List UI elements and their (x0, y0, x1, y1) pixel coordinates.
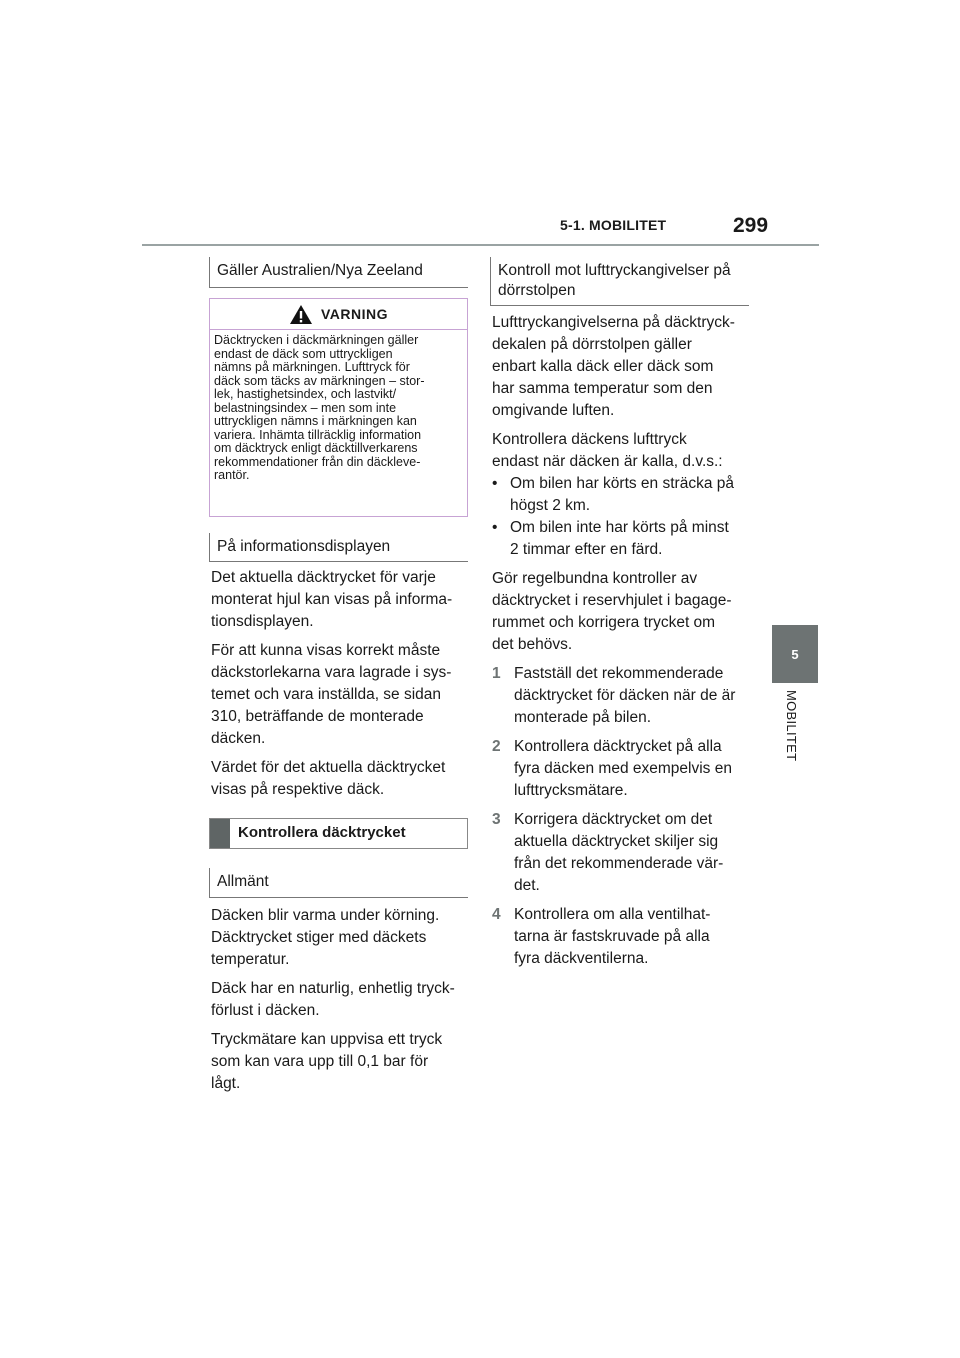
paragraph (211, 978, 473, 1022)
text-line: Däck har en naturlig, enhetlig tryck- (211, 980, 455, 997)
text-line: däckstorlekarna vara lagrade i sys- (211, 664, 452, 681)
general-heading: Allmänt (209, 868, 468, 898)
paragraph (492, 568, 754, 656)
text-line: Fastställ det rekommenderade (514, 665, 724, 682)
warning-triangle-icon (289, 304, 313, 325)
bullet-item (492, 473, 754, 517)
warning-line: endast de däck som uttryckligen (214, 346, 393, 361)
text-line: Tryckmätare kan uppvisa ett tryck (211, 1031, 443, 1048)
warning-line: uttryckligen nämns i märkningen kan (214, 414, 417, 428)
text-line: temet och vara inställda, se sidan (211, 686, 442, 703)
text-line: temperatur. (211, 951, 290, 968)
chapter-tab-label: MOBILITET (784, 690, 799, 762)
check-heading (209, 818, 468, 849)
paragraph (211, 905, 473, 971)
heading-line: dörrstolpen (498, 282, 576, 299)
text-line: 310, beträffande de monterade (211, 708, 424, 725)
door-pillar-text (492, 312, 754, 977)
applies-heading: Gäller Australien/Nya Zeeland (209, 257, 468, 288)
text-line: omgivande luften. (492, 402, 615, 419)
text-line: Kontrollera däcktrycket på alla (514, 738, 722, 755)
text-line: Om bilen har körts en sträcka på (510, 475, 734, 492)
step-item (492, 809, 754, 897)
text-line: från det rekommenderade vär- (514, 855, 724, 872)
text-line: Om bilen inte har körts på minst (510, 519, 729, 536)
text-line: Lufttryckangivelserna på däcktryck- (492, 314, 735, 331)
bullet-text (510, 473, 734, 517)
text-line: har samma temperatur som den (492, 380, 713, 397)
general-text (211, 905, 473, 1102)
warning-text (210, 330, 467, 489)
display-text (211, 567, 473, 808)
warning-line: variera. Inhämta tillräcklig information (214, 427, 422, 442)
warning-title: VARNING (320, 306, 389, 322)
text-line: tarna är fastskruvade på alla (514, 928, 710, 945)
door-pillar-heading (490, 257, 749, 306)
step-text (514, 663, 735, 729)
step-item (492, 736, 754, 802)
page-number: 299 (733, 214, 769, 237)
text-line: visas på respektive däck. (211, 781, 385, 798)
paragraph (492, 312, 754, 422)
text-line: aktuella däcktrycket skiljer sig (514, 833, 719, 850)
step-number: 3 (492, 811, 501, 828)
section-title: 5-1. MOBILITET (560, 217, 667, 233)
text-line: rummet och korrigera trycket om (492, 614, 716, 631)
text-line: däcken. (211, 730, 266, 747)
warning-line: rantör. (214, 468, 250, 482)
step-number: 1 (492, 665, 501, 682)
text-line: högst 2 km. (510, 497, 591, 514)
paragraph (211, 640, 473, 750)
text-line: tionsdisplayen. (211, 613, 314, 630)
step-text (514, 736, 732, 802)
step-item (492, 904, 754, 970)
text-line: det. (514, 877, 540, 894)
text-line: fyra däckventilerna. (514, 950, 649, 967)
warning-line: rekommendationer från din däckleve- (214, 454, 421, 469)
heading-marker (210, 819, 230, 848)
text-line: Kontrollera däckens lufttryck (492, 431, 687, 448)
warning-line: nämns på märkningen. Lufttryck för (214, 360, 410, 374)
text-line: monterade på bilen. (514, 709, 652, 726)
step-number: 2 (492, 738, 501, 755)
text-line: förlust i däcken. (211, 1002, 320, 1019)
text-line: Korrigera däcktrycket om det (514, 811, 713, 828)
step-number: 4 (492, 906, 501, 923)
text-line: däcktrycket för däcken när de är (514, 687, 736, 704)
heading-line: Kontroll mot lufttryckangivelser på (498, 262, 731, 279)
text-line: lågt. (211, 1075, 241, 1092)
paragraph (211, 1029, 473, 1095)
text-line: endast när däcken är kalla, d.v.s.: (492, 453, 723, 470)
warning-line: Däcktrycken i däckmärkningen gäller (214, 333, 419, 347)
bullet-item (492, 517, 754, 561)
text-line: 2 timmar efter en färd. (510, 541, 663, 558)
text-line: Gör regelbundna kontroller av (492, 570, 698, 587)
step-item (492, 663, 754, 729)
text-line: Däcktrycket stiger med däckets (211, 929, 427, 946)
text-line: Kontrollera om alla ventilhat- (514, 906, 711, 923)
check-heading-label: Kontrollera däcktrycket (238, 824, 406, 841)
text-line: För att kunna visas korrekt måste (211, 642, 441, 659)
text-line: Värdet för det aktuella däcktrycket (211, 759, 446, 776)
text-line: dekalen på dörrstolpen gäller (492, 336, 692, 353)
text-line: lufttrycksmätare. (514, 782, 628, 799)
warning-line: om däcktryck enligt däcktillverkarens (214, 441, 418, 455)
paragraph (211, 757, 473, 801)
warning-line: lek, hastighetsindex, och lastvikt/ (214, 387, 397, 401)
bullet-marker: • (492, 519, 498, 536)
text-line: enbart kalla däck eller däck som (492, 358, 714, 375)
text-line: det behövs. (492, 636, 573, 653)
warning-box (209, 298, 468, 517)
step-text (514, 904, 710, 970)
warning-line: belastningsindex – men som inte (214, 400, 397, 415)
warning-line: däck som täcks av märkningen – stor- (214, 373, 425, 388)
step-text (514, 809, 723, 897)
display-heading: På informationsdisplayen (209, 533, 468, 562)
text-line: Det aktuella däcktrycket för varje (211, 569, 436, 586)
chapter-tab-number: 5 (772, 625, 818, 683)
bullet-marker: • (492, 475, 498, 492)
text-line: monterat hjul kan visas på informa- (211, 591, 453, 608)
bullet-text (510, 517, 729, 561)
warning-header (210, 299, 467, 330)
text-line: Däcken blir varma under körning. (211, 907, 440, 924)
text-line: fyra däcken med exempelvis en (514, 760, 732, 777)
text-line: som kan vara upp till 0,1 bar för (211, 1053, 429, 1070)
paragraph (211, 567, 473, 633)
text-line: däcktrycket i reservhjulet i bagage- (492, 592, 732, 609)
paragraph (492, 429, 754, 473)
header-rule (142, 244, 819, 246)
